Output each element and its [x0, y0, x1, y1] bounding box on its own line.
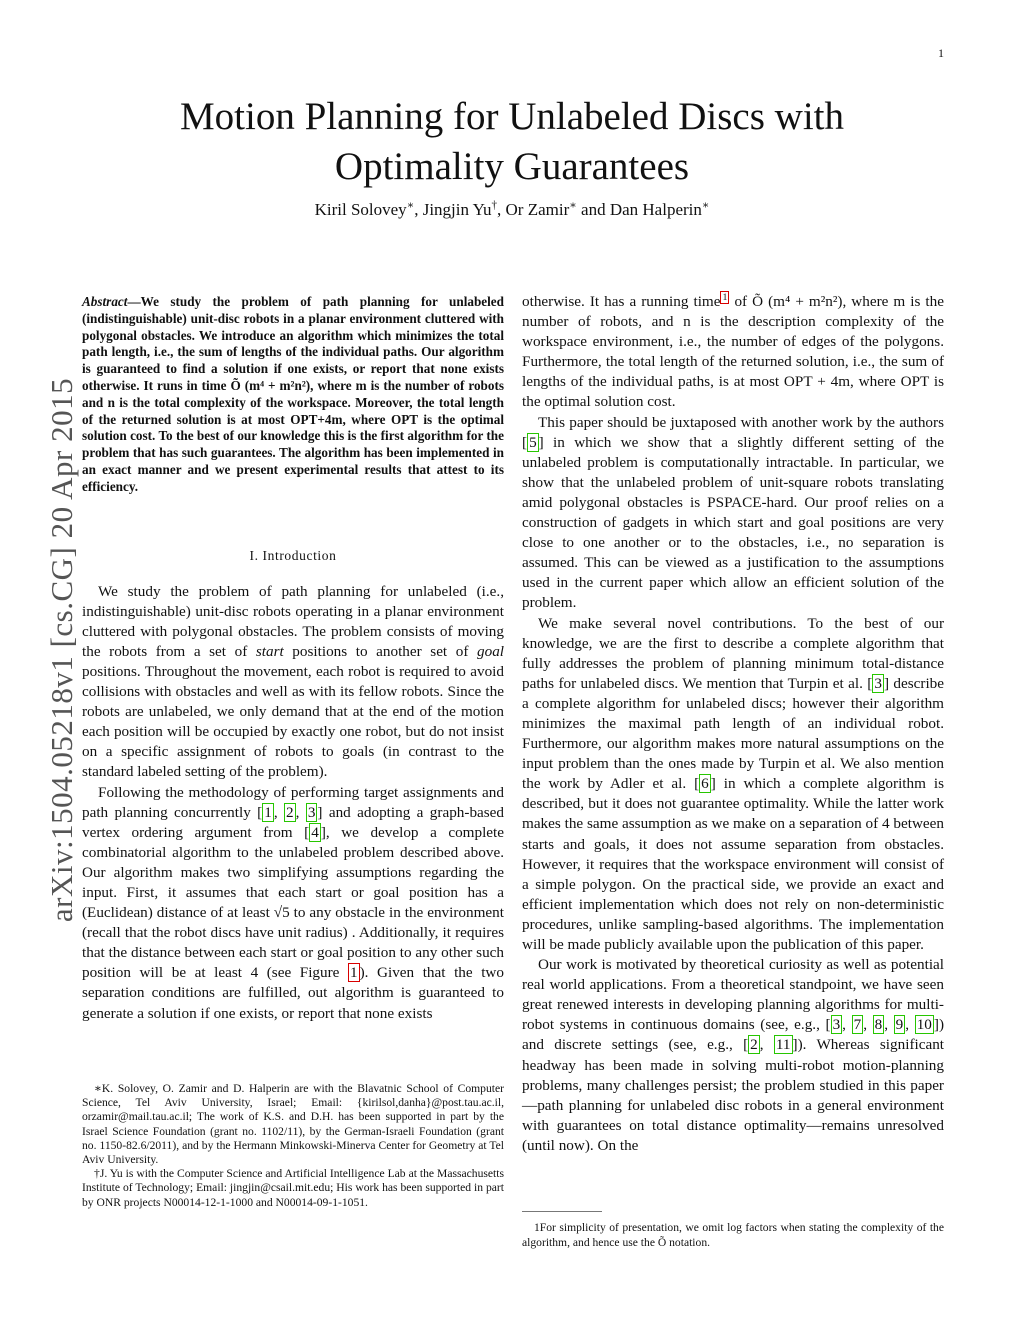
paragraph-text: Our work is motivated by theoretical curiosity as well as potential real world applications. From a theoretical standpoint, we have seen great renewed interests in developing planning algorithms for multi-robot systems in continuous domains (see, e.g., [	[522, 956, 944, 1034]
paragraph-text: ] describe a complete algorithm for unlabeled discs; however their algorithm minimizes the maximal path length of an individual robot. Furthermore, our algorithm makes more natural assumptions on the input problem than the ones made by Turpin et al. We also mention the work by Adler et al. [	[522, 674, 945, 793]
citation-link[interactable]: 7	[853, 1016, 862, 1034]
citation-separator: ,	[759, 1036, 774, 1054]
paragraph-text: This paper should be juxtaposed with another work by the authors [	[522, 413, 944, 451]
paragraph-text: We study the problem of path planning for unlabeled (i.e., indistinguishable) unit-disc robots operating in a planar environment cluttered with polygonal obstacles. The problem consists of moving the robots from a set of	[82, 582, 504, 660]
author-name: and Dan Halperin	[576, 200, 702, 219]
paragraph-text: ). Given that the two separation conditions are fulfilled, out algorithm is guaranteed to generate a solution if one exists, or report that none exists	[82, 964, 504, 1022]
title-line-2: Optimality Guarantees	[334, 145, 690, 188]
affiliation-mark: ∗	[406, 199, 415, 212]
author-name: , Jingjin Yu	[414, 200, 492, 219]
citation-link[interactable]: 3	[307, 803, 316, 821]
citation-link[interactable]: 9	[895, 1016, 904, 1034]
intro-paragraph-2	[82, 783, 504, 1024]
abstract-label: Abstract	[82, 294, 128, 309]
citation-link[interactable]: 2	[750, 1036, 758, 1054]
figure-link[interactable]: 1	[350, 964, 358, 982]
paragraph-text: ], we develop a complete combinatorial algorithm to the unlabeled problem described above. Our algorithm makes two simplifying assumptions regarding the input. First, it assumes that each start or goal position has a (Euclidean) distance of at least √5 to any obstacle in the environment (recall that the robot discs have unit radius) . Additionally, it requires that the distance between each start or goal position to any other such position will be at least 4 (see Figure	[82, 823, 505, 982]
citation-separator: ,	[884, 1016, 894, 1034]
right-paragraph-3	[522, 614, 944, 956]
abstract	[82, 294, 504, 496]
citation-link[interactable]: 3	[874, 674, 882, 692]
abstract-text: —We study the problem of path planning for unlabeled (indistinguishable) unit-disc robots in a planar environment cluttered with polygonal obstacles. We introduce an algorithm which minimizes the total path length, i.e., the sum of lengths of the individual paths. Our algorithm is guaranteed to find a solution if one exists, or report that none exists otherwise. It runs in time Õ (m⁴ + m²n²), where m is the number of robots and n is the total complexity of the workspace. Moreover, the total length of the returned solution is at most OPT+4m, where OPT is the optimal solution cost. To the best of our knowledge this is the first algorithm for the problem that has such guarantees. The algorithm has been implemented in an exact manner and we present experimental results that attest to its efficiency.	[82, 294, 504, 494]
intro-paragraph-1	[82, 582, 504, 783]
paragraph-text: ] and adopting a graph-based vertex ordering argument from [	[82, 803, 505, 841]
citation-link[interactable]: 4	[311, 823, 319, 841]
citation-link[interactable]: 5	[529, 433, 537, 451]
footnote-affiliation-star: ∗K. Solovey, O. Zamir and D. Halperin are with the Blavatnic School of Computer Science, Tel Aviv University, Israel; Email: {kirilsol,danha}@post.tau.ac.il, orzamir@mail.tau.ac.il; The work of K.S. and D.H. has been supported in part by the Israel Science Foundation (grant no. 1102/11), by the German-Israeli Foundation (grant no. 1150-82.6/2011), and by the Hermann Minkowski-Minerva Center for Geometry at Tel Aviv University.	[82, 1082, 504, 1167]
page-number: 1	[938, 46, 944, 60]
right-column	[522, 292, 944, 1156]
section-heading-introduction: I. Introduction	[249, 547, 337, 563]
citation-link[interactable]: 11	[775, 1036, 791, 1054]
emphasis-goal: goal	[477, 642, 505, 660]
paragraph-text: ] in which a complete algorithm is described, but it does not guarantee optimality. While the latter work makes the same assumption as we make on a separation of 4 between starts and goals, it does not assume separation from obstacles. However, it requires that the workspace environment will consist of a simple polygon. On the practical side, we provide an exact and efficient implementation which does not rely on non-deterministic procedures, unlike sampling-based algorithms. The implementation will be made publicly available upon the publication of this paper.	[522, 775, 944, 953]
citation-separator: ,	[295, 803, 306, 821]
citation-link[interactable]: 2	[286, 803, 294, 821]
citation-separator: ,	[842, 1016, 852, 1034]
left-column	[82, 294, 504, 1024]
paragraph-text: of Õ (m⁴ + m²n²), where m is the number of robots, and n is the description complexity of the workspace environment, i.e., the number of edges of the polygons. Furthermore, the total length of the returned solution, i.e., the sum of lengths of the individual paths, is at most OPT + 4m, where OPT is the optimal solution cost.	[522, 293, 944, 411]
affiliation-mark: †	[491, 199, 498, 212]
right-paragraph-4	[522, 955, 944, 1156]
paragraph-text: ]). Whereas significant headway has been made in solving multi-robot motion-planning problems, many challenges persist; the problem studied in this paper—path planning for unlabeled disc robots in a general environment with guarantees on total distance optimality—remains unresolved (until now). On the	[522, 1036, 945, 1154]
paragraph-text: Following the methodology of performing target assignments and path planning concurrently [	[82, 783, 504, 821]
author-name: , Or Zamir	[497, 200, 570, 219]
footnotes-left	[82, 1082, 504, 1210]
footnote-1: 1For simplicity of presentation, we omit log factors when stating the complexity of the algorithm, and hence use the Õ notation.	[522, 1221, 944, 1249]
paragraph-text: positions. Throughout the movement, each robot is required to avoid collisions with obstacles and well as with its fellow robots. Since the robots are unlabeled, we only demand that at the end of the motion each position will be occupied by exactly one robot, but do not insist on a specific assignment of robots to goals (in contrast to the standard labeled setting of the problem).	[82, 662, 504, 781]
citation-separator: ,	[273, 803, 285, 821]
author-list	[0, 200, 1024, 220]
citation-link[interactable]: 8	[874, 1016, 883, 1034]
arxiv-stamp: arXiv:1504.05218v1 [cs.CG] 20 Apr 2015	[44, 377, 79, 923]
title-line-1: Motion Planning for Unlabeled Discs with	[179, 95, 844, 138]
footnote-affiliation-dagger: †J. Yu is with the Computer Science and Artificial Intelligence Lab at the Massachusetts Institute of Technology; Email: jingjin@csail.mit.edu; His work has been supported in part by ONR projects N00014-12-1-1000 and N00014-09-1-1051.	[82, 1167, 504, 1209]
right-paragraph-1	[522, 292, 944, 413]
affiliation-mark: ∗	[569, 199, 577, 212]
footnote-divider	[522, 1211, 602, 1212]
paragraph-text: ] in which we show that a slightly different setting of the unlabeled problem is computationally intractable. In particular, we show that the unlabeled problem of unit-square robots translating amid polygonal obstacles is PSPACE-hard. Our proof relies on a construction of gadgets in which start and goal positions are very close to one another or to the obstacles, i.e., no separation is assumed. This can be viewed as a justification to the assumptions used in the current paper which allow an efficient solution of the problem.	[522, 433, 944, 612]
citation-link[interactable]: 6	[701, 775, 709, 793]
author-name: Kiril Solovey	[314, 200, 407, 219]
emphasis-start: start	[255, 642, 284, 660]
citation-link[interactable]: 10	[916, 1016, 932, 1034]
paragraph-text: otherwise. It has a running time	[522, 293, 721, 310]
affiliation-mark: ∗	[701, 199, 710, 212]
footnote-link[interactable]: 1	[722, 291, 728, 303]
citation-link[interactable]: 1	[264, 803, 272, 821]
citation-link[interactable]: 3	[832, 1016, 841, 1034]
paper-title	[0, 92, 1024, 192]
paragraph-text: positions to another set of	[283, 642, 477, 660]
citation-separator: ,	[863, 1016, 873, 1034]
paragraph-text: We make several novel contributions. To the best of our knowledge, we are the first to describe a complete algorithm that fully addresses the problem of planning minimum total-distance paths for unlabeled discs. We mention that Turpin et al. [	[522, 614, 944, 692]
paragraph-text: ]) and discrete settings (see, e.g., [	[522, 1016, 945, 1054]
right-paragraph-2	[522, 413, 944, 614]
citation-separator: ,	[905, 1016, 915, 1034]
